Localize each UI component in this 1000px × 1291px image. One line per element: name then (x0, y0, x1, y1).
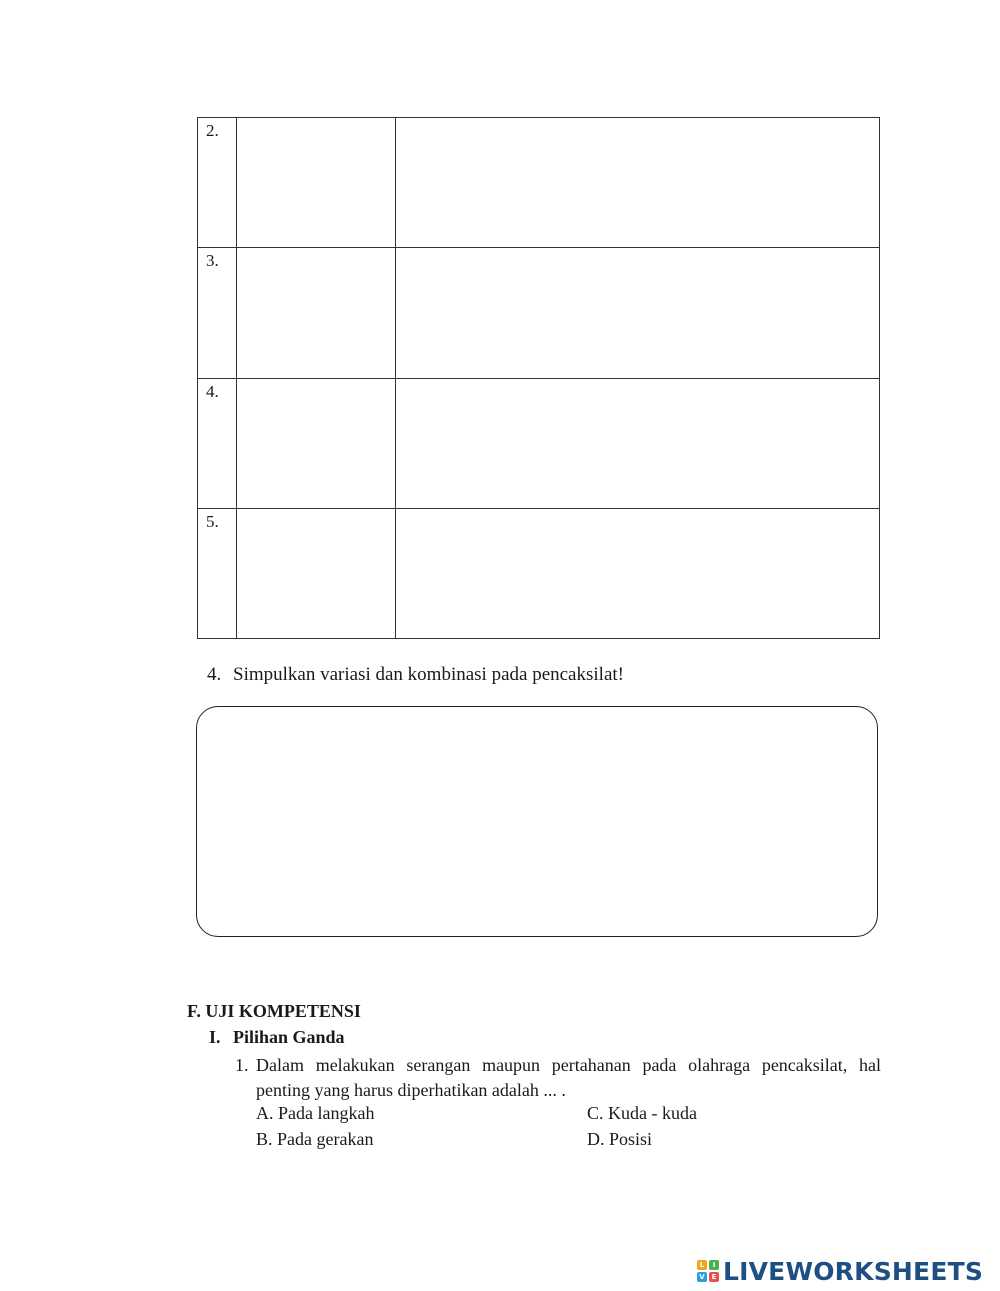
row-number-cell (198, 378, 237, 508)
logo-cell: I (709, 1260, 719, 1270)
sub-section-title (209, 1027, 345, 1048)
row-number-cell (198, 118, 237, 248)
answer-cell[interactable] (237, 508, 396, 638)
question-number: 1. (235, 1055, 249, 1075)
liveworksheets-logo (697, 1255, 983, 1287)
answer-cell[interactable] (396, 248, 880, 378)
logo-cell: E (709, 1272, 719, 1282)
sub-section-number: I. (209, 1027, 221, 1047)
table-row (198, 378, 880, 508)
logo-cell: V (697, 1272, 707, 1282)
option-c[interactable]: C. Kuda - kuda (587, 1103, 697, 1123)
section-title: F. UJI KOMPETENSI (187, 1001, 361, 1021)
option-d[interactable]: D. Posisi (587, 1129, 653, 1149)
answer-cell[interactable] (396, 508, 880, 638)
table-row (198, 248, 880, 378)
option-a[interactable]: A. Pada langkah (256, 1103, 375, 1123)
answer-cell[interactable] (396, 378, 880, 508)
table-row (198, 118, 880, 248)
logo-mark-icon (697, 1260, 719, 1282)
logo-cell: L (697, 1260, 707, 1270)
question-4 (207, 664, 624, 686)
row-number: 5. (206, 511, 219, 531)
logo-text: LIVEWORKSHEETS (723, 1256, 984, 1286)
row-number-cell (198, 508, 237, 638)
row-number: 3. (206, 251, 219, 271)
question-text: Simpulkan variasi dan kombinasi pada pencaksilat! (233, 664, 624, 685)
row-number: 4. (206, 381, 219, 401)
answer-cell[interactable] (237, 118, 396, 248)
answer-cell[interactable] (396, 118, 880, 248)
question-number: 4. (207, 664, 222, 685)
table-row (198, 508, 880, 638)
option-b[interactable]: B. Pada gerakan (256, 1129, 374, 1149)
answer-cell[interactable] (237, 378, 396, 508)
answer-cell[interactable] (237, 248, 396, 378)
row-number-cell (198, 248, 237, 378)
answer-table (197, 117, 880, 639)
answer-box[interactable] (196, 706, 878, 937)
sub-section-label: Pilihan Ganda (233, 1027, 345, 1047)
row-number: 2. (206, 121, 219, 140)
question-text: Dalam melakukan serangan maupun pertahanan pada olahraga pencaksilat, hal penting yang harus diperhatikan adalah ... . (256, 1055, 881, 1100)
mc-question-1 (235, 1053, 881, 1103)
